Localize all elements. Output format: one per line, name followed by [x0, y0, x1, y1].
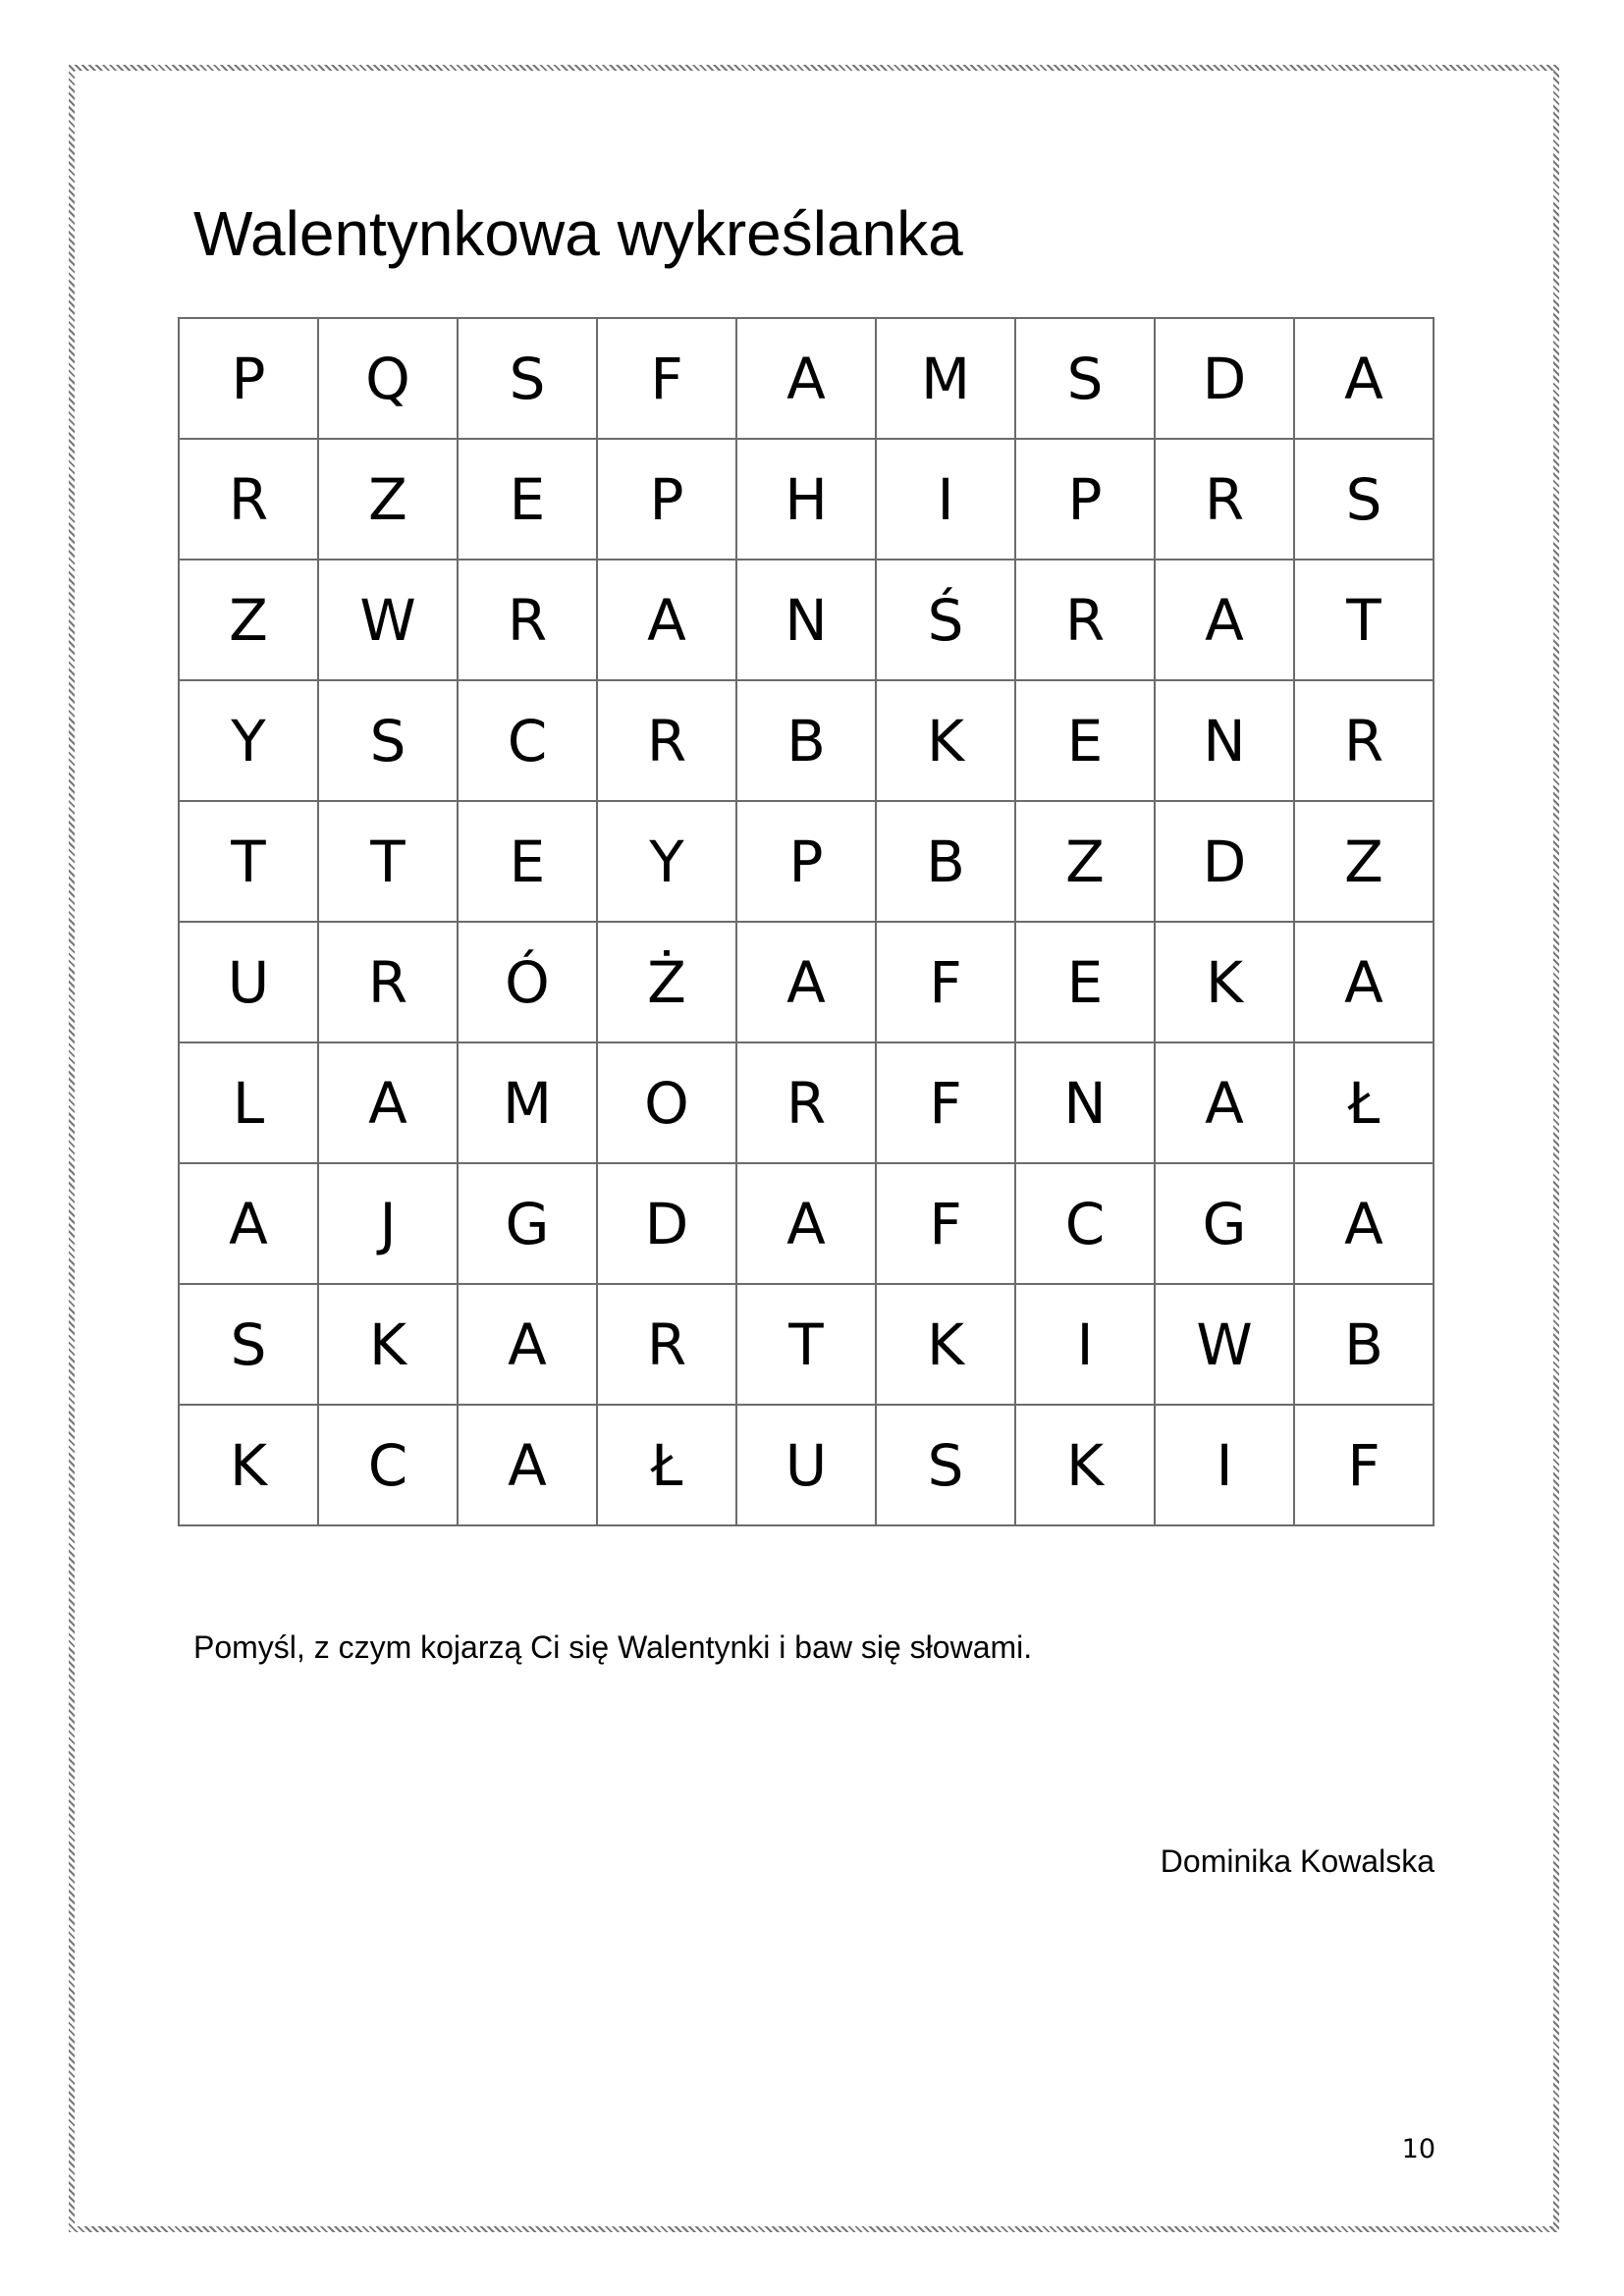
- grid-row: [179, 439, 1434, 560]
- grid-row: [179, 1163, 1434, 1284]
- page-number: 10: [1401, 2134, 1435, 2164]
- grid-cell[interactable]: A: [736, 922, 876, 1042]
- grid-cell[interactable]: A: [736, 1163, 876, 1284]
- grid-cell[interactable]: C: [458, 680, 597, 801]
- grid-cell[interactable]: F: [1294, 1405, 1434, 1525]
- grid-cell[interactable]: Z: [179, 560, 318, 680]
- grid-cell[interactable]: E: [1015, 680, 1155, 801]
- grid-cell[interactable]: I: [876, 439, 1015, 560]
- grid-cell[interactable]: E: [458, 801, 597, 922]
- grid-cell[interactable]: R: [318, 922, 458, 1042]
- grid-cell[interactable]: C: [1015, 1163, 1155, 1284]
- grid-cell[interactable]: T: [1294, 560, 1434, 680]
- grid-cell[interactable]: H: [736, 439, 876, 560]
- grid-cell[interactable]: F: [876, 1042, 1015, 1163]
- grid-cell[interactable]: T: [736, 1284, 876, 1405]
- grid-cell[interactable]: S: [876, 1405, 1015, 1525]
- grid-cell[interactable]: Y: [179, 680, 318, 801]
- grid-cell[interactable]: W: [318, 560, 458, 680]
- grid-cell[interactable]: D: [597, 1163, 736, 1284]
- grid-cell[interactable]: K: [876, 1284, 1015, 1405]
- grid-cell[interactable]: A: [1155, 1042, 1294, 1163]
- grid-cell[interactable]: Z: [1294, 801, 1434, 922]
- grid-cell[interactable]: K: [318, 1284, 458, 1405]
- grid-cell[interactable]: P: [1015, 439, 1155, 560]
- grid-cell[interactable]: R: [1015, 560, 1155, 680]
- grid-cell[interactable]: A: [1294, 922, 1434, 1042]
- grid-cell[interactable]: K: [179, 1405, 318, 1525]
- grid-cell[interactable]: R: [597, 680, 736, 801]
- grid-cell[interactable]: Q: [318, 318, 458, 439]
- grid-cell[interactable]: Ł: [597, 1405, 736, 1525]
- grid-cell[interactable]: R: [1294, 680, 1434, 801]
- grid-cell[interactable]: S: [458, 318, 597, 439]
- grid-cell[interactable]: B: [736, 680, 876, 801]
- instruction-text: Pomyśl, z czym kojarzą Ci się Walentynki i baw się słowami.: [193, 1629, 1033, 1665]
- grid-cell[interactable]: K: [1015, 1405, 1155, 1525]
- grid-cell[interactable]: A: [458, 1284, 597, 1405]
- grid-cell[interactable]: A: [597, 560, 736, 680]
- grid-cell[interactable]: P: [597, 439, 736, 560]
- grid-cell[interactable]: R: [597, 1284, 736, 1405]
- grid-row: [179, 318, 1434, 439]
- grid-cell[interactable]: G: [458, 1163, 597, 1284]
- word-search-grid: [178, 317, 1435, 1526]
- grid-cell[interactable]: R: [736, 1042, 876, 1163]
- grid-cell[interactable]: D: [1155, 318, 1294, 439]
- grid-cell[interactable]: A: [458, 1405, 597, 1525]
- author-name: Dominika Kowalska: [1160, 1843, 1435, 1879]
- grid-cell[interactable]: O: [597, 1042, 736, 1163]
- grid-cell[interactable]: R: [458, 560, 597, 680]
- grid-cell[interactable]: N: [1015, 1042, 1155, 1163]
- grid-row: [179, 1405, 1434, 1525]
- grid-cell[interactable]: A: [1155, 560, 1294, 680]
- grid-cell[interactable]: N: [1155, 680, 1294, 801]
- grid-cell[interactable]: B: [1294, 1284, 1434, 1405]
- grid-cell[interactable]: P: [736, 801, 876, 922]
- grid-cell[interactable]: M: [458, 1042, 597, 1163]
- grid-cell[interactable]: C: [318, 1405, 458, 1525]
- grid-cell[interactable]: U: [179, 922, 318, 1042]
- grid-cell[interactable]: Z: [318, 439, 458, 560]
- grid-cell[interactable]: Ł: [1294, 1042, 1434, 1163]
- grid-cell[interactable]: R: [1155, 439, 1294, 560]
- grid-cell[interactable]: N: [736, 560, 876, 680]
- grid-cell[interactable]: W: [1155, 1284, 1294, 1405]
- grid-cell[interactable]: A: [736, 318, 876, 439]
- grid-cell[interactable]: F: [876, 1163, 1015, 1284]
- grid-cell[interactable]: R: [179, 439, 318, 560]
- grid-cell[interactable]: Ż: [597, 922, 736, 1042]
- grid-cell[interactable]: Ś: [876, 560, 1015, 680]
- grid-cell[interactable]: J: [318, 1163, 458, 1284]
- grid-cell[interactable]: E: [1015, 922, 1155, 1042]
- grid-cell[interactable]: T: [179, 801, 318, 922]
- grid-cell[interactable]: A: [1294, 318, 1434, 439]
- grid-cell[interactable]: B: [876, 801, 1015, 922]
- grid-cell[interactable]: Z: [1015, 801, 1155, 922]
- grid-cell[interactable]: Ó: [458, 922, 597, 1042]
- grid-cell[interactable]: A: [318, 1042, 458, 1163]
- grid-row: [179, 1284, 1434, 1405]
- page-title: Walentynkowa wykreślanka: [193, 198, 963, 269]
- grid-row: [179, 560, 1434, 680]
- grid-cell[interactable]: S: [318, 680, 458, 801]
- grid-cell[interactable]: I: [1015, 1284, 1155, 1405]
- grid-cell[interactable]: I: [1155, 1405, 1294, 1525]
- grid-cell[interactable]: G: [1155, 1163, 1294, 1284]
- grid-cell[interactable]: Y: [597, 801, 736, 922]
- grid-cell[interactable]: T: [318, 801, 458, 922]
- grid-cell[interactable]: E: [458, 439, 597, 560]
- grid-cell[interactable]: S: [1294, 439, 1434, 560]
- grid-cell[interactable]: D: [1155, 801, 1294, 922]
- grid-cell[interactable]: F: [597, 318, 736, 439]
- grid-cell[interactable]: K: [1155, 922, 1294, 1042]
- grid-cell[interactable]: S: [179, 1284, 318, 1405]
- grid-row: [179, 680, 1434, 801]
- grid-row: [179, 922, 1434, 1042]
- grid-cell[interactable]: K: [876, 680, 1015, 801]
- grid-cell[interactable]: P: [179, 318, 318, 439]
- grid-cell[interactable]: A: [179, 1163, 318, 1284]
- grid-cell[interactable]: S: [1015, 318, 1155, 439]
- grid-row: [179, 1042, 1434, 1163]
- grid-cell[interactable]: F: [876, 922, 1015, 1042]
- grid-row: [179, 801, 1434, 922]
- grid-cell[interactable]: A: [1294, 1163, 1434, 1284]
- grid-cell[interactable]: U: [736, 1405, 876, 1525]
- grid-cell[interactable]: L: [179, 1042, 318, 1163]
- grid-cell[interactable]: M: [876, 318, 1015, 439]
